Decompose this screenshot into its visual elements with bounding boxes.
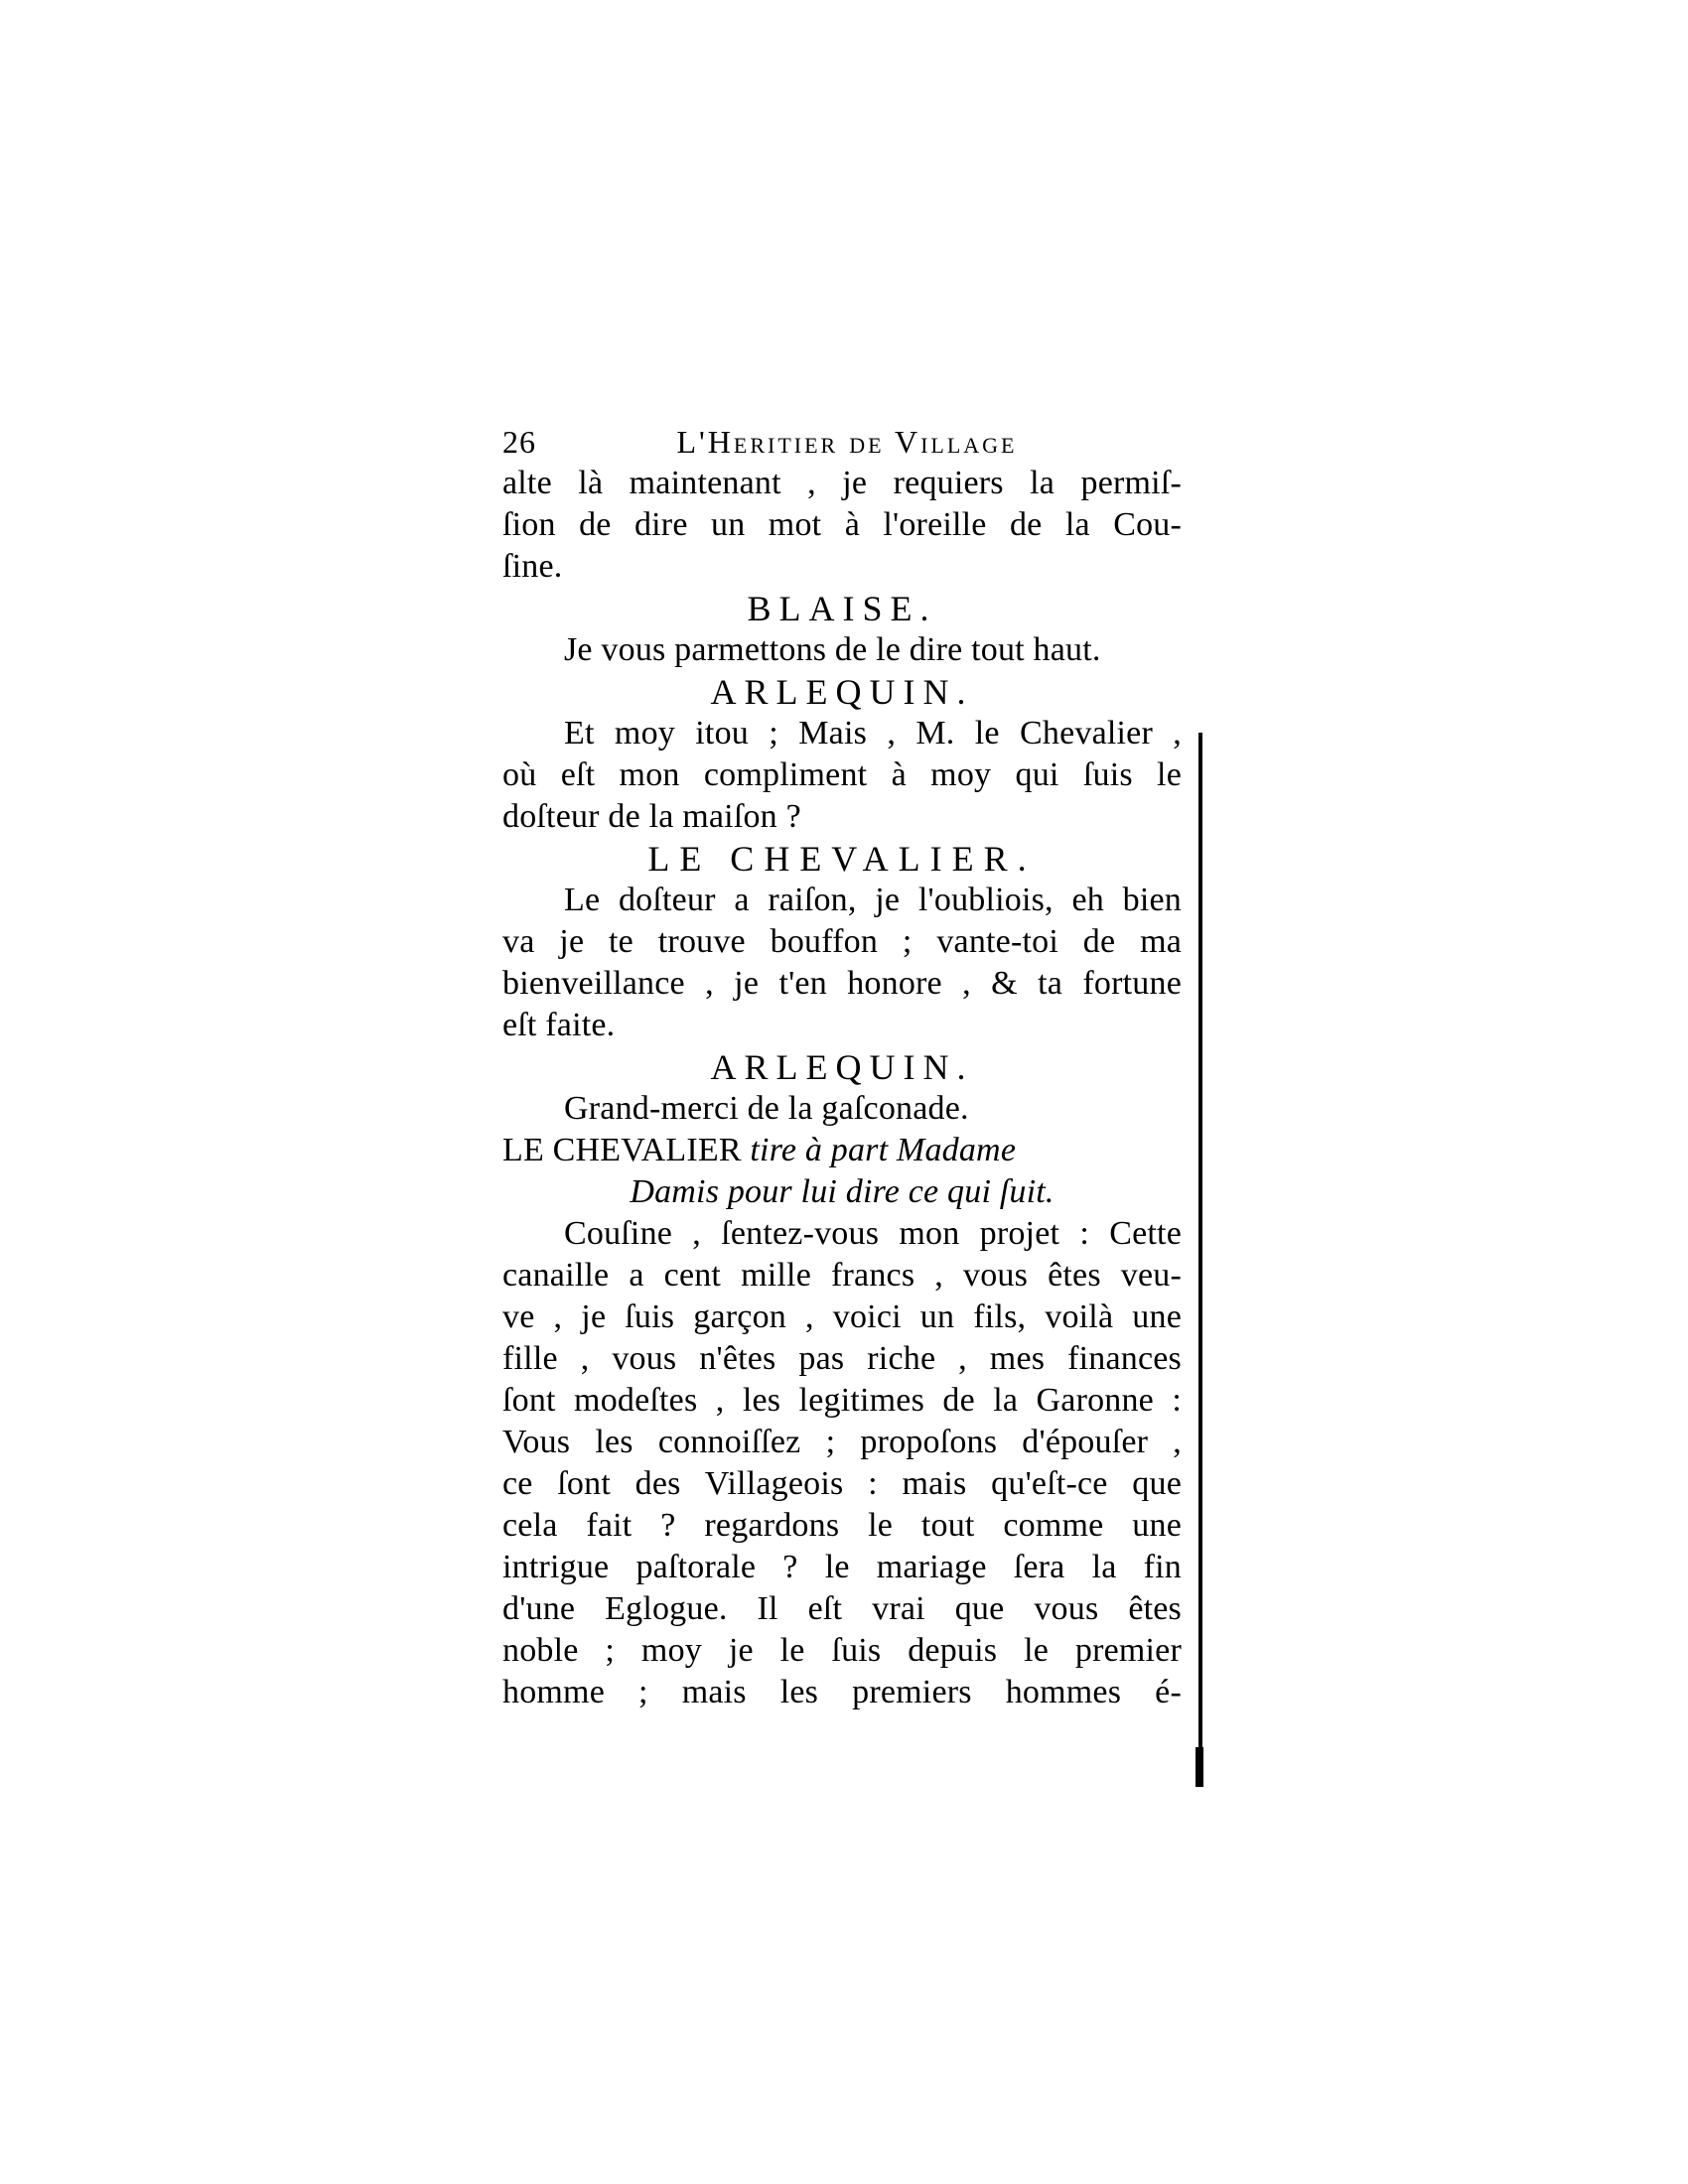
speaker-name: ARLEQUIN.	[710, 672, 974, 712]
text-line: ve , je ſuis garçon , voici un fils, voilà une	[502, 1298, 1182, 1335]
text-line: doſteur de la maiſon ?	[502, 798, 801, 835]
text-line: va je te trouve bouffon ; vante-toi de ma	[502, 923, 1182, 960]
text-line: d'une Eglogue. Il eſt vrai que vous êtes	[502, 1590, 1182, 1627]
text-line: intrigue paſtorale ? le mariage ſera la fin	[502, 1549, 1182, 1585]
stage-direction	[502, 1131, 1182, 1170]
running-header	[502, 422, 1182, 462]
stage-direction-text: Damis pour lui dire ce qui ſuit.	[630, 1173, 1055, 1210]
speaker-name: LE CHEVALIER.	[647, 839, 1037, 879]
text-line: ce ſont des Villageois : mais qu'eſt-ce que	[502, 1465, 1182, 1502]
text-line: bienveillance , je t'en honore , & ta fortune	[502, 965, 1182, 1002]
text-line: Vous les connoiſſez ; propoſons d'épouſer ,	[502, 1424, 1182, 1460]
text-line: Le doſteur a raiſon, je l'oubliois, eh bien	[564, 882, 1182, 918]
stage-direction-speaker: LE CHEVALIER	[502, 1132, 742, 1168]
text-line: eſt faite.	[502, 1007, 616, 1043]
text-line: homme ; mais les premiers hommes é-	[502, 1674, 1182, 1710]
text-line: ſion de dire un mot à l'oreille de la Cou-	[502, 506, 1182, 543]
page-edge-mark	[1196, 1747, 1203, 1787]
text-line: ſont modeſtes , les legitimes de la Garonne :	[502, 1382, 1182, 1419]
text-line: Je vous parmettons de le dire tout haut.	[564, 631, 1101, 668]
text-line: fille , vous n'êtes pas riche , mes finances	[502, 1340, 1182, 1377]
text-line: cela fait ? regardons le tout comme une	[502, 1507, 1182, 1544]
stage-direction-text: tire à part Madame	[750, 1132, 1017, 1168]
page-number: 26	[502, 424, 536, 460]
text-line: noble ; moy je le ſuis depuis le premier	[502, 1632, 1182, 1669]
text-line: ſine.	[502, 548, 563, 585]
page-edge-rule	[1198, 733, 1202, 1785]
text-line: alte là maintenant , je requiers la permiſ-	[502, 465, 1182, 501]
text-line: Grand-merci de la gaſconade.	[564, 1090, 969, 1127]
text-line: Couſine , ſentez-vous mon projet : Cette	[564, 1215, 1182, 1252]
text-line: Et moy itou ; Mais , M. le Chevalier ,	[564, 715, 1182, 751]
speaker-name: ARLEQUIN.	[710, 1047, 974, 1087]
text-line: canaille a cent mille francs , vous êtes veu-	[502, 1257, 1182, 1294]
text-line: où eſt mon compliment à moy qui ſuis le	[502, 756, 1182, 793]
speaker-name: BLAISE.	[747, 589, 937, 628]
running-title: L'Heritier de Village	[676, 424, 1018, 460]
